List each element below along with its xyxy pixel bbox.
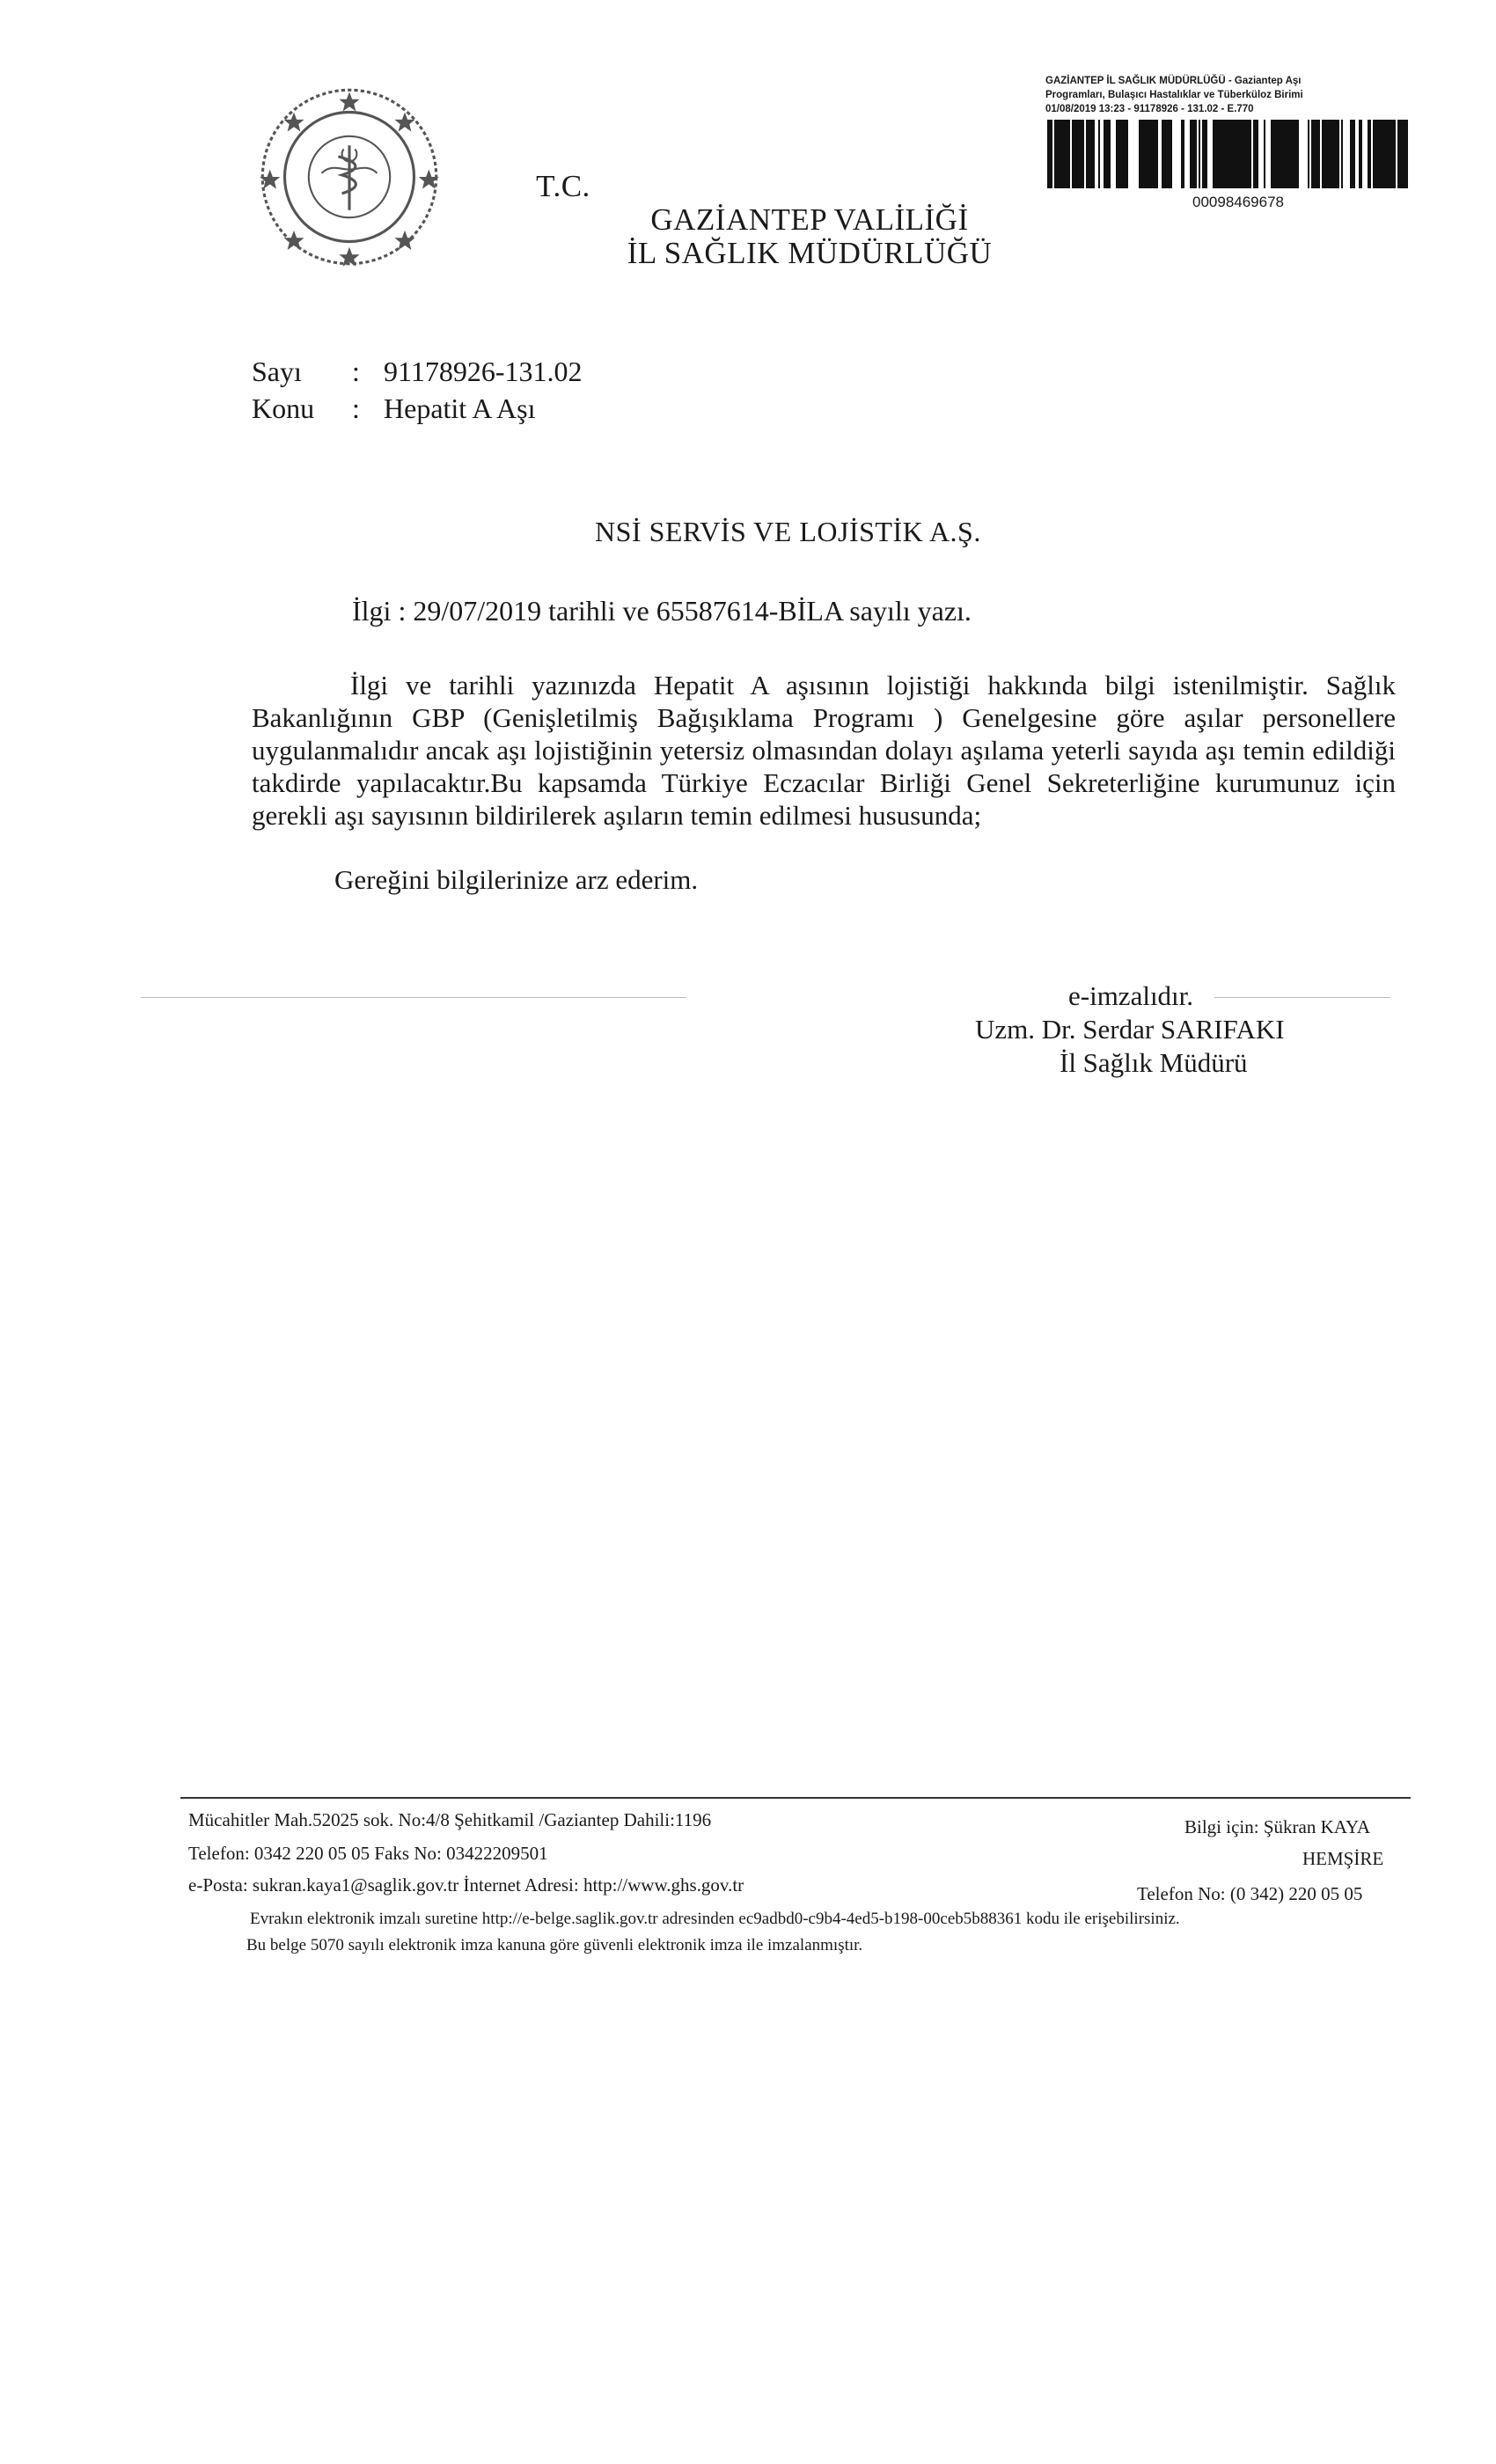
- barcode-bar: [1155, 120, 1158, 188]
- barcode-bar: [1202, 120, 1204, 188]
- signer-title: İl Sağlık Müdürü: [1060, 1047, 1248, 1078]
- barcode-bar: [1181, 120, 1183, 188]
- barcode-bar: [1353, 120, 1355, 188]
- barcode-bar: [1063, 120, 1065, 188]
- barcode-bar: [1236, 120, 1241, 188]
- barcode-bar: [1331, 120, 1336, 188]
- scan-artifact: [141, 997, 686, 998]
- barcode-bar: [1281, 120, 1287, 188]
- barcode-bar: [1049, 120, 1051, 188]
- barcode-bar: [1088, 120, 1091, 188]
- barcode-bar: [1204, 120, 1206, 188]
- footer-phone-fax: Telefon: 0342 220 05 05 Faks No: 03422209501: [188, 1843, 548, 1864]
- barcode-bar: [1125, 120, 1128, 188]
- barcode-bar: [1068, 120, 1070, 188]
- barcode-bar: [1190, 120, 1192, 188]
- barcode-bar: [1170, 120, 1172, 188]
- barcode-bar: [1228, 120, 1234, 188]
- signer-name: Uzm. Dr. Serdar SARIFAKI: [975, 1014, 1285, 1045]
- barcode-bar: [1241, 120, 1246, 188]
- barcode-bar: [1098, 120, 1100, 188]
- barcode-bar: [1329, 120, 1331, 188]
- barcode-bar: [1378, 120, 1380, 188]
- footer-verification: Evrakın elektronik imzalı suretine http://e-belge.saglik.gov.tr adresinden ec9adbd0-c9b4-4ed5-b198-00ceb5b88361 kodu ile erişebilirsiniz.: [250, 1910, 1180, 1928]
- barcode-bar: [1195, 120, 1197, 188]
- barcode-bar: [1151, 120, 1155, 188]
- barcode-bar: [1109, 120, 1111, 188]
- footer-law-note: Bu belge 5070 sayılı elektronik imza kanuna göre güvenli elektronik imza ile imzalanmıştır.: [246, 1936, 863, 1954]
- barcode-bar: [1394, 120, 1396, 188]
- barcode-bar: [1047, 120, 1049, 188]
- barcode-bar: [1318, 120, 1320, 188]
- barcode-bar: [1287, 120, 1290, 188]
- barcode-bar: [1123, 120, 1125, 188]
- barcode-bar: [1162, 120, 1165, 188]
- barcode-bar: [1336, 120, 1339, 188]
- barcode-bar: [1183, 120, 1184, 188]
- header-directorate: İL SAĞLIK MÜDÜRLÜĞÜ: [627, 236, 993, 270]
- closing-line: Gereğini bilgilerinize arz ederim.: [334, 864, 699, 895]
- barcode-bar: [1146, 120, 1151, 188]
- barcode-bar: [1206, 120, 1207, 188]
- stamp-line: GAZİANTEP İL SAĞLIK MÜDÜRLÜĞÜ - Gaziantep Aşı: [1045, 76, 1302, 86]
- barcode-bar: [1280, 120, 1281, 188]
- barcode-bar: [1311, 120, 1315, 188]
- barcode-bar: [1199, 120, 1200, 188]
- footer-divider: [180, 1797, 1411, 1799]
- barcode-bar: [1368, 120, 1371, 188]
- barcode-bar: [1213, 120, 1218, 188]
- barcode-bar: [1380, 120, 1383, 188]
- barcode-bar: [1116, 120, 1118, 188]
- barcode-bar: [1079, 120, 1084, 188]
- barcode-bar: [1316, 120, 1318, 188]
- barcode-bar: [1324, 120, 1327, 188]
- scan-artifact: [1214, 997, 1390, 998]
- barcode-bar: [1350, 120, 1353, 188]
- barcode-bar: [1104, 120, 1107, 188]
- barcode-bar: [1144, 120, 1146, 188]
- number-value: 91178926-131.02: [384, 356, 583, 387]
- barcode-bar: [1107, 120, 1109, 188]
- barcode-bar: [1389, 120, 1394, 188]
- number-colon: :: [352, 356, 360, 387]
- barcode-bar: [1274, 120, 1280, 188]
- barcode-bar: [1218, 120, 1220, 188]
- barcode-bar: [1308, 120, 1309, 188]
- barcode-bar: [1118, 120, 1119, 188]
- stamp-line: Programları, Bulaşıcı Hastalıklar ve Tüberküloz Birimi: [1045, 90, 1303, 100]
- header-governorship: GAZİANTEP VALİLİĞİ: [650, 202, 969, 237]
- barcode-bar: [1193, 120, 1195, 188]
- barcode-bar: [1234, 120, 1236, 188]
- barcode-bar: [1360, 120, 1362, 188]
- barcode-bar: [1119, 120, 1123, 188]
- barcode-bar: [1091, 120, 1095, 188]
- stamp-line: 01/08/2019 13:23 - 91178926 - 131.02 - E.770: [1045, 104, 1254, 114]
- footer-email-web: e-Posta: sukran.kaya1@saglik.gov.tr İnternet Adresi: http://www.ghs.gov.tr: [188, 1874, 744, 1896]
- barcode-bar: [1054, 120, 1058, 188]
- barcode-bar: [1246, 120, 1251, 188]
- reference-line: İlgi : 29/07/2019 tarihli ve 65587614-BİLA sayılı yazı.: [352, 595, 972, 627]
- barcode-bar: [1341, 120, 1343, 188]
- barcode-bar: [1223, 120, 1225, 188]
- barcode-bar: [1359, 120, 1360, 188]
- subject-value: Hepatit A Aşı: [384, 392, 536, 424]
- barcode-bar: [1327, 120, 1329, 188]
- barcode-bar: [1403, 120, 1406, 188]
- barcode-bar: [1225, 120, 1227, 188]
- barcode-bar: [1315, 120, 1316, 188]
- barcode-bar: [1086, 120, 1088, 188]
- barcode-bar: [1075, 120, 1079, 188]
- barcode-bar: [1072, 120, 1075, 188]
- footer-telephone: Telefon No: (0 342) 220 05 05: [1137, 1883, 1363, 1904]
- ministry-seal-icon: [257, 84, 442, 269]
- number-label: Sayı: [252, 356, 302, 387]
- barcode-bar: [1165, 120, 1170, 188]
- barcode-bar: [1290, 120, 1294, 188]
- barcode-bar: [1294, 120, 1297, 188]
- barcode-bar: [1065, 120, 1068, 188]
- recipient: NSİ SERVİS VE LOJİSTİK A.Ş.: [595, 516, 981, 547]
- esign-note: e-imzalıdır.: [1068, 980, 1194, 1011]
- barcode-number: 00098469678: [1192, 194, 1285, 210]
- letter-body: [252, 669, 1396, 832]
- barcode-bar: [1253, 120, 1258, 188]
- barcode-bar: [1383, 120, 1389, 188]
- footer-contact-role: HEMŞİRE: [1302, 1848, 1384, 1869]
- barcode-bar: [1322, 120, 1324, 188]
- barcode-bar: [1271, 120, 1274, 188]
- barcode-bar: [1142, 120, 1144, 188]
- barcode-bar: [1397, 120, 1403, 188]
- barcode-bar: [1373, 120, 1378, 188]
- barcode-bar: [1192, 120, 1193, 188]
- barcode-bar: [1264, 120, 1265, 188]
- barcode-bar: [1297, 120, 1299, 188]
- barcode-bar: [1058, 120, 1063, 188]
- barcode-icon: [1047, 120, 1410, 188]
- barcode-bar: [1051, 120, 1052, 188]
- subject-colon: :: [352, 392, 360, 424]
- footer-address: Mücahitler Mah.52025 sok. No:4/8 Şehitkamil /Gaziantep Dahili:1196: [188, 1809, 712, 1830]
- footer-contact-person: Bilgi için: Şükran KAYA: [1184, 1816, 1370, 1837]
- subject-label: Konu: [252, 392, 315, 424]
- barcode-bar: [1227, 120, 1228, 188]
- barcode-bar: [1220, 120, 1223, 188]
- barcode-bar: [1406, 120, 1408, 188]
- barcode-bar: [1139, 120, 1142, 188]
- header-tc: T.C.: [536, 169, 590, 203]
- body-paragraph: İlgi ve tarihli yazınızda Hepatit A aşısının lojistiği hakkında bilgi istenilmiştir. Sağlık Bakanlığının GBP (Genişletilmiş Bağışıklama Programı ) Genelgesine göre aşılar personellere uygulanmalıdır ancak aşı lojistiğinin yetersiz olmasından dolayı aşılama yeterli sayıda aşı temin edildiği takdirde yapılacaktır.Bu kapsamda Türkiye Eczacılar Birliği Genel Sekreterliğine kurumunuz için gerekli aşı sayısının bildirilerek aşıların temin edilmesi hususunda;: [252, 670, 1396, 831]
